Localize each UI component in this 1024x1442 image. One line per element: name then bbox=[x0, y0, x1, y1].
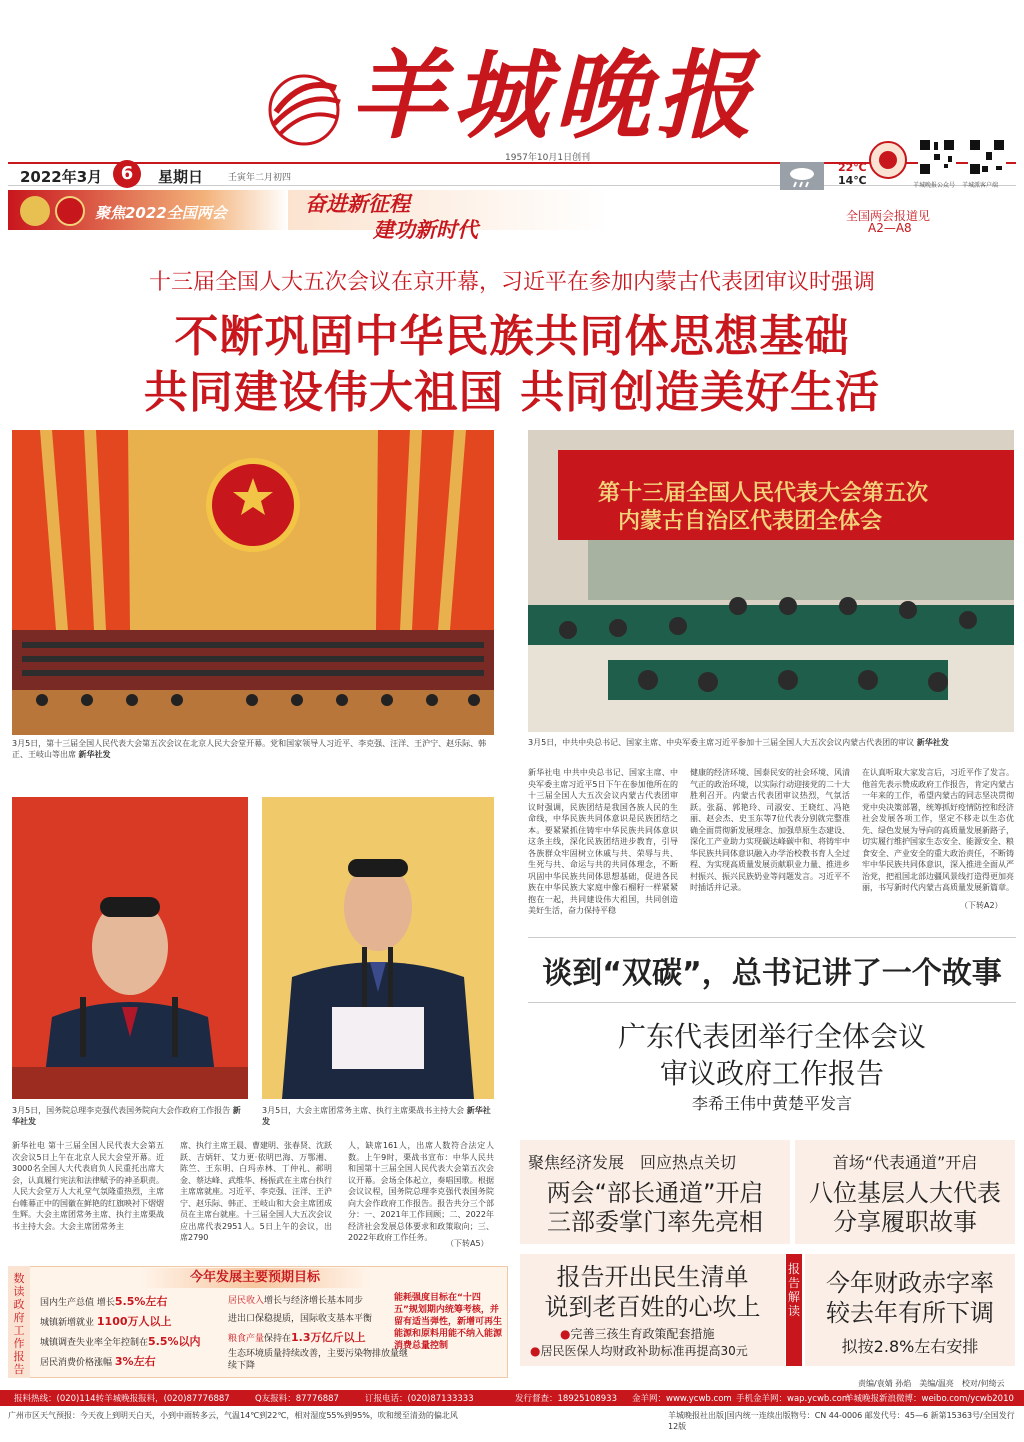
goal-gdp: 国内生产总值 增长5.5%左右 bbox=[40, 1295, 168, 1308]
article-column: 新华社电 第十三届全国人民代表大会第五次会议5日上午在北京人民大会堂开幕。近3000名全国人大代表肩负人民重托出席大会，认真履行宪法和法律赋予的神圣职责。人民大会堂万人大礼堂气氛隆重热烈，主席台帷幕正中的国徽在鲜艳的红旗映衬下熠熠生辉。大会主席团常务主席、执行主席栗战书主持大会。大会主席团常务主 bbox=[12, 1141, 164, 1231]
opening-session-photo bbox=[12, 430, 494, 735]
editor-credits: 责编/袁婧 孙焰 美编/温亮 校对/何绮云 bbox=[858, 1379, 1005, 1388]
photo-caption: 3月5日，国务院总理李克强代表国务院向大会作政府工作报告 新华社发 bbox=[12, 1106, 241, 1126]
photo-caption: 3月5日，大会主席团常务主席、执行主席栗战书主持大会 新华社发 bbox=[262, 1106, 491, 1126]
box-headline: 报告开出民生清单 bbox=[556, 1263, 749, 1291]
rain-cloud-icon bbox=[780, 162, 824, 190]
subscription-phone[interactable]: 订报电话：(020)87133333 bbox=[365, 1394, 474, 1404]
report-interpretation-tag: 报告解读 bbox=[786, 1254, 802, 1366]
lunar-date: 壬寅年二月初四 bbox=[228, 173, 292, 183]
qr-caption: 羊城晚报公众号 bbox=[913, 182, 956, 189]
photo-caption: 3月5日，中共中央总书记、国家主席、中央军委主席习近平参加十三届全国人大五次会议内蒙古代表团的审议 新华社发 bbox=[528, 738, 949, 747]
temperature bbox=[838, 161, 867, 187]
temp-high: 22℃ bbox=[838, 161, 867, 174]
see-reference: 全国两会报道见 bbox=[846, 209, 931, 223]
goal-grain: 粮食产量保持在1.3万亿斤以上 bbox=[228, 1331, 366, 1344]
goal-income: 居民收入增长与经济增长基本同步 bbox=[228, 1296, 364, 1306]
see-reference-pages: A2—A8 bbox=[868, 221, 912, 235]
slogan-line2: 建功新时代 bbox=[373, 218, 478, 242]
article-column: 新华社电 中共中央总书记、国家主席、中央军委主席习近平5日下午在参加他所在的十三届全国人大五次会议内蒙古代表团审议时强调，民族团结是我国各族人民的生命线，中华民族共同体意识是民族团结之本。要紧紧抓住铸牢中华民族共同体意识这条主线，深化民族团结进步教育，引导各族群众牢固树立休戚与共、荣辱与共、生死与共、命运与共的共同体理念，不断巩固中华民族共同体思想基础，促进各民族在中华民族大家庭中像石榴籽一样紧紧抱在一起，共同建设伟大祖国，共同创造美好生活，奋力保持平稳 bbox=[528, 768, 678, 915]
continued-note: （下转A2） bbox=[960, 901, 1003, 910]
distribution-phone[interactable]: 发行督查：18925108933 bbox=[515, 1394, 617, 1404]
lead-headline-line2: 共同建设伟大祖国 共同创造美好生活 bbox=[143, 367, 881, 418]
bullet-item: ●居民医保人均财政补助标准再提高30元 bbox=[530, 1344, 748, 1358]
article-column: 健康的经济环境、国泰民安的社会环境、风清气正的政治环境，以实际行动迎接党的二十大胜利召开。内蒙古代表团审议热烈，气氛活跃。张磊、郭艳玲、司淑安、王晓红、冯艳丽、赵会杰、史玉东等7位代表分别就完整准确全面贯彻新发展理念、加强草原生态建设、深化工产业助力实现碳达峰碳中和、将铸牢中华民族共同体意识融入办学治校教书育人全过程、为实现高质量发展贡献职业力量、推进乡村振兴、振兴民族奶业等问题发言。习近平不时插话并记录。 bbox=[690, 768, 850, 892]
divider bbox=[528, 1002, 1016, 1003]
weibo-link[interactable]: 羊城晚报新浪微博：weibo.com/ycwb2010 bbox=[845, 1394, 1014, 1404]
divider bbox=[528, 937, 1016, 938]
bullet-item: ●完善三孩生育政策配套措施 bbox=[560, 1327, 715, 1341]
box-headline: 分享履职故事 bbox=[833, 1208, 977, 1236]
goal-cpi: 居民消费价格涨幅 3%左右 bbox=[40, 1355, 156, 1368]
issue-date: 2022年3月 bbox=[20, 168, 103, 186]
article-column: 在认真听取大家发言后，习近平作了发言。他首先表示赞成政府工作报告，肯定内蒙古一年来的工作，希望内蒙古的同志坚决贯彻党中央决策部署，统筹抓好疫情防控和经济社会发展各项工作，坚定不移走以生态优先、绿色发展为导向的高质量发展新路子，切实履行维护国家生态安全、能源安全、粮食安全、产业安全的重大政治责任，不断铸牢中华民族共同体意识，深入推进全面从严治党，把祖国北部边疆风景线打造得更加亮丽，书写新时代内蒙古高质量发展新篇章。 bbox=[862, 768, 1014, 892]
issue-day: 6 bbox=[113, 160, 141, 188]
box-subhead: 拟按2.8%左右安排 bbox=[841, 1337, 979, 1356]
box-kicker: 聚焦经济发展 回应热点关切 bbox=[528, 1153, 737, 1172]
guangdong-story-headline-line2[interactable]: 审议政府工作报告 bbox=[659, 1057, 884, 1090]
goals-title: 今年发展主要预期目标 bbox=[140, 1268, 370, 1288]
goals-side-label: 数读政府工作报告 bbox=[13, 1272, 25, 1376]
goal-energy: 能耗强度目标在“十四五”规划期内统筹考核，并留有适当弹性，新增可再生能源和原料用能不纳入能源消费总量控制 bbox=[394, 1293, 503, 1351]
box-headline: 八位基层人大代表 bbox=[809, 1179, 1001, 1207]
logo-swirl-icon bbox=[262, 68, 346, 152]
lead-kicker: 十三届全国人大五次会议在京开幕，习近平在参加内蒙古代表团审议时强调 bbox=[148, 270, 875, 295]
bullet-icon: ● bbox=[560, 1327, 571, 1341]
bullet-icon: ● bbox=[530, 1344, 541, 1358]
founded-date: 1957年10月1日创刊 bbox=[505, 153, 591, 163]
guangdong-story-subhead: 李希王伟中黄楚平发言 bbox=[691, 1094, 852, 1113]
chairman-presiding-photo bbox=[262, 797, 494, 1099]
lead-headline-line1: 不断巩固中华民族共同体思想基础 bbox=[174, 311, 850, 362]
delegation-meeting-photo bbox=[528, 430, 1014, 732]
qr-code-icon[interactable] bbox=[968, 138, 1006, 176]
svg-text:第十三届全国人民代表大会第五次: 第十三届全国人民代表大会第五次 bbox=[598, 481, 929, 506]
box-headline: 较去年有所下调 bbox=[826, 1299, 994, 1327]
goal-jobs: 城镇新增就业 1100万人以上 bbox=[40, 1315, 172, 1328]
news-tip-hotline[interactable]: 报料热线：(020)114转羊城晚报报料，(020)87776887 bbox=[14, 1394, 230, 1404]
newspaper-title: 羊城晚报 bbox=[350, 39, 758, 152]
photo-caption: 3月5日，第十三届全国人民代表大会第五次会议在北京人民大会堂开幕。党和国家领导人习近平、李克强、汪洋、王沪宁、赵乐际、韩正、王岐山等出席 新华社发 bbox=[12, 739, 487, 759]
slogan-line1: 奋进新征程 bbox=[305, 192, 410, 216]
mobile-site-link[interactable]: 手机金羊网：wap.ycwb.com bbox=[736, 1394, 851, 1404]
banner-label: 聚焦2022全国两会 bbox=[95, 204, 227, 222]
qr-code-icon[interactable] bbox=[918, 138, 956, 176]
cppcc-emblem-icon bbox=[55, 196, 85, 226]
qq-tip-line[interactable]: Q友报料：87776887 bbox=[255, 1394, 339, 1404]
temp-low: 14℃ bbox=[838, 174, 867, 187]
article-column: 人，缺席161人，出席人数符合法定人数。上午9时，栗战书宣布：中华人民共和国第十三届全国人民代表大会第五次会议开幕。会场全体起立，奏唱国歌。根据会议议程，国务院总理李克强代表国务院向大会作政府工作报告。报告共分三个部分：一、2021年工作回顾；二、2022年经济社会发展总体要求和政策取向；三、2022年政府工作任务。 bbox=[348, 1141, 494, 1242]
carbon-story-headline[interactable]: 谈到“双碳”，总书记讲了一个故事 bbox=[542, 956, 1002, 991]
svg-text:内蒙古自治区代表团全体会: 内蒙古自治区代表团全体会 bbox=[618, 509, 883, 534]
guangdong-story-headline-line1[interactable]: 广东代表团举行全体会议 bbox=[617, 1020, 926, 1053]
goal-unemployment: 城镇调查失业率全年控制在5.5%以内 bbox=[40, 1335, 201, 1348]
box-headline: 说到老百姓的心坎上 bbox=[544, 1293, 761, 1321]
qr-caption: 羊城派客户端 bbox=[962, 182, 999, 189]
website-link[interactable]: 金羊网：www.ycwb.com bbox=[632, 1394, 732, 1404]
national-emblem-icon bbox=[20, 196, 50, 226]
premier-report-photo bbox=[12, 797, 248, 1099]
box-headline: 今年财政赤字率 bbox=[826, 1269, 994, 1297]
goal-environment: 生态环境质量持续改善，主要污染物排放量继续下降 bbox=[228, 1349, 409, 1371]
goal-trade: 进出口保稳提质，国际收支基本平衡 bbox=[228, 1314, 373, 1324]
article-column: 席、执行主席王晨、曹建明、张春贤、沈跃跃、吉炳轩、艾力更·依明巴海、万鄂湘、陈竺、王东明、白玛赤林、丁仲礼、郝明金、蔡达峰、武维华、杨振武在主席台执行主席席就座。习近平、李克强、汪洋、王沪宁、赵乐际、韩正、王岐山和大会主席团成员在主席台就座。十三届全国人大五次会议应出席代表2951人。5日上午的会议，出席2790 bbox=[180, 1141, 332, 1242]
anniversary-emblem-icon bbox=[868, 140, 908, 180]
publisher-info: 羊城晚报社出版|国内统一连续出版物号：CN 44-0006 邮发代号：45—6 新第15363号/全国发行12版 bbox=[668, 1411, 1015, 1431]
weather-forecast: 广州市区天气预报：今天夜上到明天白天，小到中雨转多云，气温14℃到22℃，相对湿度55%到95%，吹和缓至清劲的偏北风 bbox=[8, 1411, 458, 1420]
box-headline: 两会“部长通道”开启 bbox=[546, 1179, 764, 1207]
box-headline: 三部委掌门率先亮相 bbox=[547, 1208, 763, 1236]
weekday: 星期日 bbox=[158, 168, 204, 186]
continued-note: （下转A5） bbox=[446, 1239, 489, 1248]
box-kicker: 首场“代表通道”开启 bbox=[832, 1153, 978, 1172]
